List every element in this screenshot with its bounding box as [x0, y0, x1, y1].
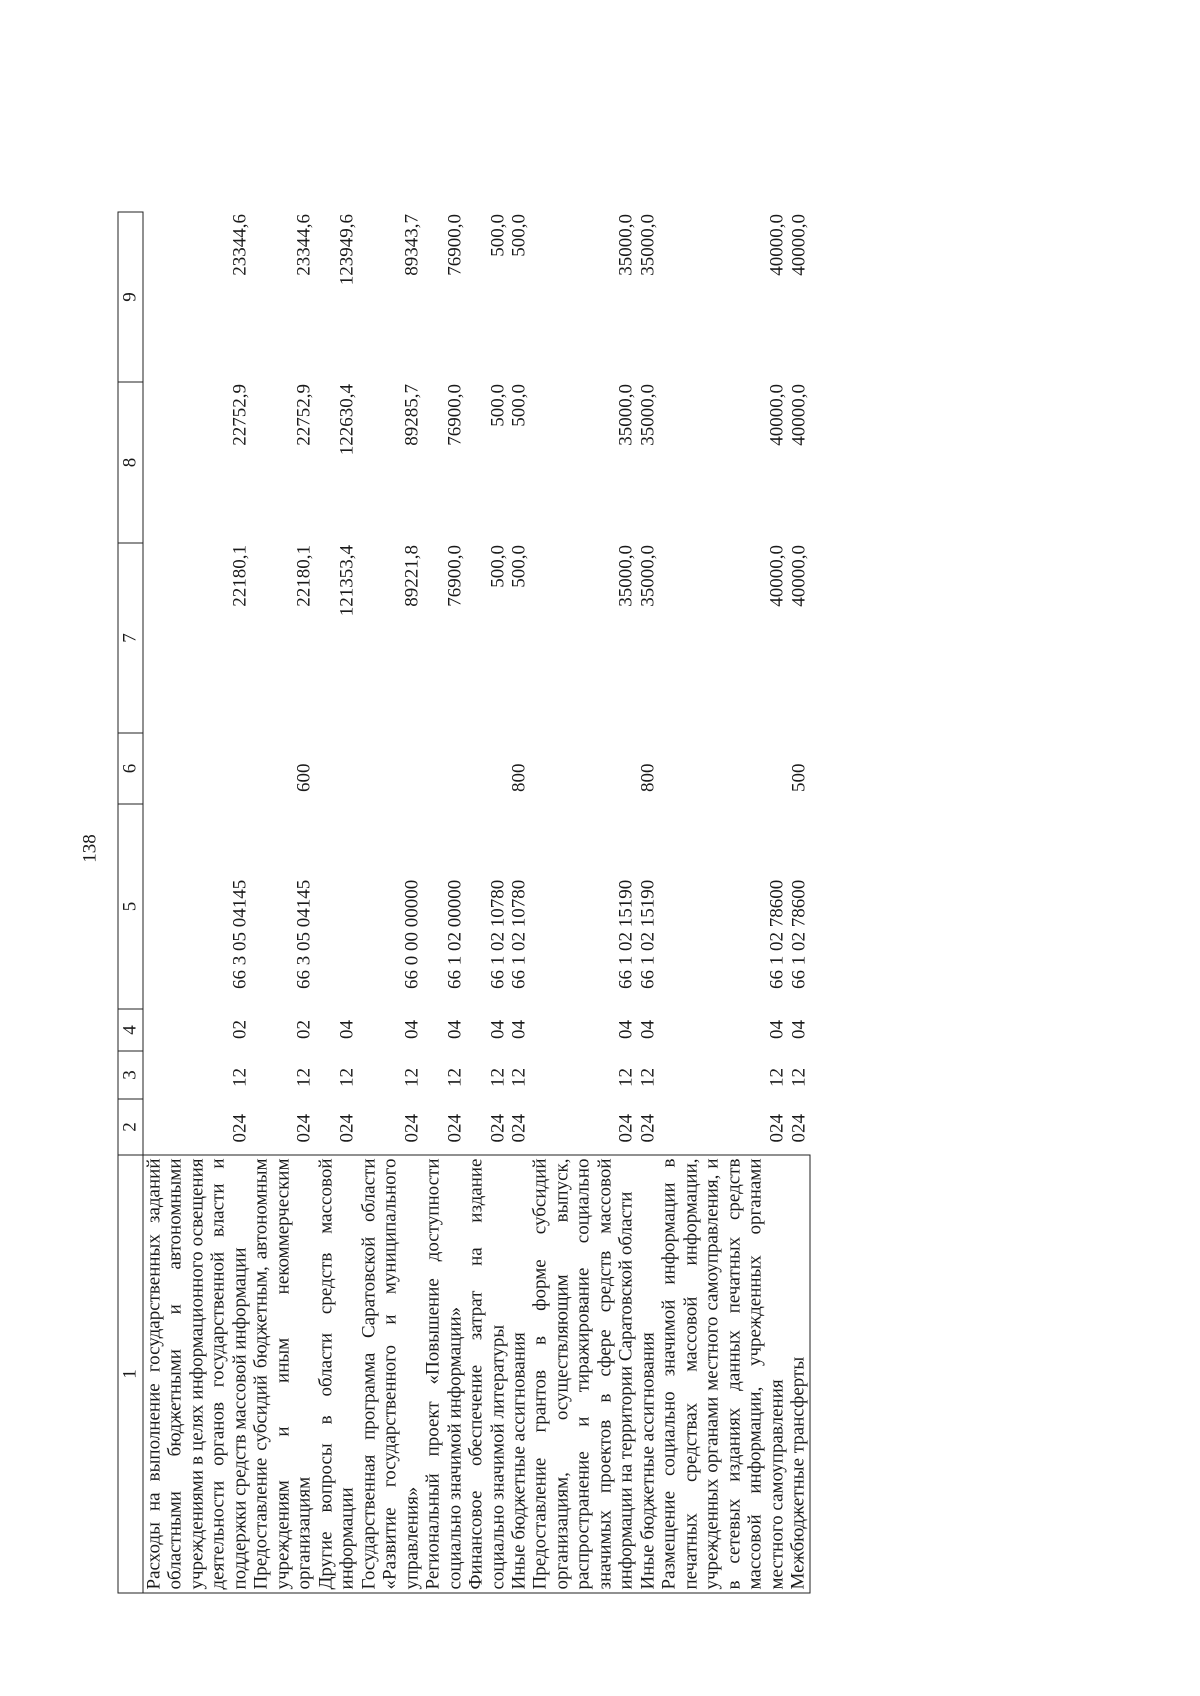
table-row [788, 212, 810, 1593]
column-header: 8 [118, 382, 143, 543]
section-code: 12 [487, 1068, 508, 1087]
target-article-code: 66 1 02 15190 [637, 879, 659, 989]
amount-year-3: 76900,0 [444, 214, 466, 276]
expense-type-code: 600 [293, 763, 315, 792]
subsection-code: 04 [487, 1020, 508, 1039]
table-row [530, 212, 637, 1593]
amount-year-2: 40000,0 [766, 384, 788, 446]
amount-year-3: 123949,6 [336, 214, 358, 286]
target-article-code: 66 1 02 15190 [615, 879, 637, 989]
section-code: 12 [766, 1068, 788, 1087]
target-article-code: 66 1 02 10780 [487, 879, 508, 989]
target-article-code: 66 1 02 78600 [788, 879, 810, 989]
section-code: 12 [637, 1068, 659, 1087]
table-row [251, 212, 315, 1593]
section-code: 12 [229, 1068, 251, 1087]
amount-year-3: 35000,0 [637, 214, 659, 276]
target-article-code: 66 1 02 00000 [444, 879, 466, 989]
column-header: 5 [118, 804, 143, 1009]
row-description: Межбюджетные трансферты [788, 1155, 810, 1593]
section-code: 12 [401, 1068, 423, 1087]
amount-year-3: 35000,0 [615, 214, 637, 276]
column-header: 6 [118, 733, 143, 804]
table-row [315, 212, 358, 1593]
amount-year-2: 500,0 [487, 384, 508, 427]
amount-year-1: 76900,0 [444, 545, 466, 607]
row-description: Расходы на выполнение государственных заданий областными бюджетными и автономными учреждениями в целях информационного освещения деятельности органов государственной власти и поддержки средств массовой информации [143, 1155, 251, 1593]
amount-year-3: 40000,0 [788, 214, 810, 276]
section-code: 12 [615, 1068, 637, 1087]
amount-year-2: 40000,0 [788, 384, 810, 446]
subsection-code: 04 [444, 1020, 466, 1039]
subsection-code: 04 [508, 1020, 530, 1039]
row-description: Финансовое обеспечение затрат на издание социально значимой литературы [466, 1155, 509, 1593]
chapter-code: 024 [229, 1114, 251, 1143]
page-number: 138 [79, 834, 101, 863]
section-code: 12 [508, 1068, 530, 1087]
expense-type-code: 500 [788, 763, 810, 792]
table-row [358, 212, 422, 1593]
table-row [637, 212, 658, 1593]
subsection-code: 02 [293, 1020, 315, 1039]
section-code: 12 [293, 1068, 315, 1087]
chapter-code: 024 [487, 1114, 508, 1143]
section-code: 12 [336, 1068, 358, 1087]
amount-year-3: 23344,6 [229, 214, 251, 276]
amount-year-2: 76900,0 [444, 384, 466, 446]
amount-year-1: 500,0 [487, 545, 508, 588]
expense-type-code [315, 733, 358, 804]
target-article-code: 66 1 02 10780 [508, 879, 530, 989]
expense-type-code [358, 733, 422, 804]
table-row [143, 212, 251, 1593]
amount-year-2: 500,0 [508, 384, 530, 427]
expense-type-code [466, 733, 509, 804]
expense-type-code [659, 733, 788, 804]
amount-year-1: 89221,8 [401, 545, 423, 607]
expense-type-code [143, 733, 251, 804]
column-header: 1 [118, 1155, 143, 1593]
amount-year-3: 23344,6 [293, 214, 315, 276]
chapter-code: 024 [444, 1114, 466, 1143]
column-header: 7 [118, 543, 143, 733]
table-row [508, 212, 529, 1593]
row-description: Предоставление грантов в форме субсидий организациям, осуществляющим выпуск, распространение и тиражирование социально значимых проектов в сфере средств массовой информации на территории Саратовской области [530, 1155, 637, 1593]
row-description: Государственная программа Саратовской области «Развитие государственного и муниципального управления» [358, 1155, 422, 1593]
row-description: Иные бюджетные ассигнования [508, 1155, 529, 1593]
amount-year-2: 89285,7 [401, 384, 423, 446]
table-row [423, 212, 466, 1593]
table-row [466, 212, 509, 1593]
target-article-code: 66 0 00 00000 [401, 879, 423, 989]
column-header: 2 [118, 1099, 143, 1155]
chapter-code: 024 [508, 1114, 530, 1143]
expense-type-code [530, 733, 637, 804]
amount-year-2: 22752,9 [229, 384, 251, 446]
target-article-code: 66 3 05 04145 [293, 879, 315, 989]
column-header: 4 [118, 1009, 143, 1051]
amount-year-1: 22180,1 [229, 545, 251, 607]
subsection-code: 04 [615, 1020, 637, 1039]
chapter-code: 024 [336, 1114, 358, 1143]
chapter-code: 024 [788, 1114, 810, 1143]
subsection-code: 04 [336, 1020, 358, 1039]
amount-year-3: 40000,0 [766, 214, 788, 276]
chapter-code: 024 [401, 1114, 423, 1143]
expense-type-code [423, 733, 466, 804]
chapter-code: 024 [615, 1114, 637, 1143]
budget-table [118, 212, 811, 1594]
table-row [659, 212, 788, 1593]
amount-year-2: 35000,0 [615, 384, 637, 446]
amount-year-2: 22752,9 [293, 384, 315, 446]
section-code: 12 [788, 1068, 810, 1087]
column-header: 9 [118, 212, 143, 382]
amount-year-1: 500,0 [508, 545, 530, 588]
row-description: Другие вопросы в области средств массовой информации [315, 1155, 358, 1593]
target-article-code [315, 804, 358, 1009]
header-row [118, 212, 143, 1593]
subsection-code: 04 [766, 1020, 788, 1039]
amount-year-1: 40000,0 [788, 545, 810, 607]
row-description: Размещение социально значимой информации в печатных средствах массовой информации, учрежденных органами местного самоуправления, и в сетевых изданиях данных печатных средств массовой информации, учрежденных органами местного самоуправления [659, 1155, 788, 1593]
amount-year-2: 35000,0 [637, 384, 659, 446]
landscape-sheet [78, 69, 1123, 1629]
subsection-code: 04 [637, 1020, 659, 1039]
row-description: Иные бюджетные ассигнования [637, 1155, 658, 1593]
subsection-code: 04 [401, 1020, 423, 1039]
amount-year-1: 35000,0 [615, 545, 637, 607]
row-description: Предоставление субсидий бюджетным, автономным учреждениям и иным некоммерческим организациям [251, 1155, 315, 1593]
amount-year-3: 500,0 [487, 214, 508, 257]
expense-type-code: 800 [637, 763, 659, 792]
row-description: Региональный проект «Повышение доступности социально значимой информации» [423, 1155, 466, 1593]
amount-year-3: 500,0 [508, 214, 530, 257]
column-header: 3 [118, 1051, 143, 1099]
amount-year-1: 40000,0 [766, 545, 788, 607]
target-article-code: 66 1 02 78600 [766, 879, 788, 989]
amount-year-1: 121353,4 [336, 545, 358, 617]
chapter-code: 024 [637, 1114, 659, 1143]
expense-type-code: 800 [508, 763, 530, 792]
amount-year-1: 35000,0 [637, 545, 659, 607]
chapter-code: 024 [293, 1114, 315, 1143]
subsection-code: 04 [788, 1020, 810, 1039]
amount-year-2: 122630,4 [336, 384, 358, 456]
amount-year-3: 89343,7 [401, 214, 423, 276]
section-code: 12 [444, 1068, 466, 1087]
subsection-code: 02 [229, 1020, 251, 1039]
chapter-code: 024 [766, 1114, 788, 1143]
target-article-code: 66 3 05 04145 [229, 879, 251, 989]
amount-year-1: 22180,1 [293, 545, 315, 607]
